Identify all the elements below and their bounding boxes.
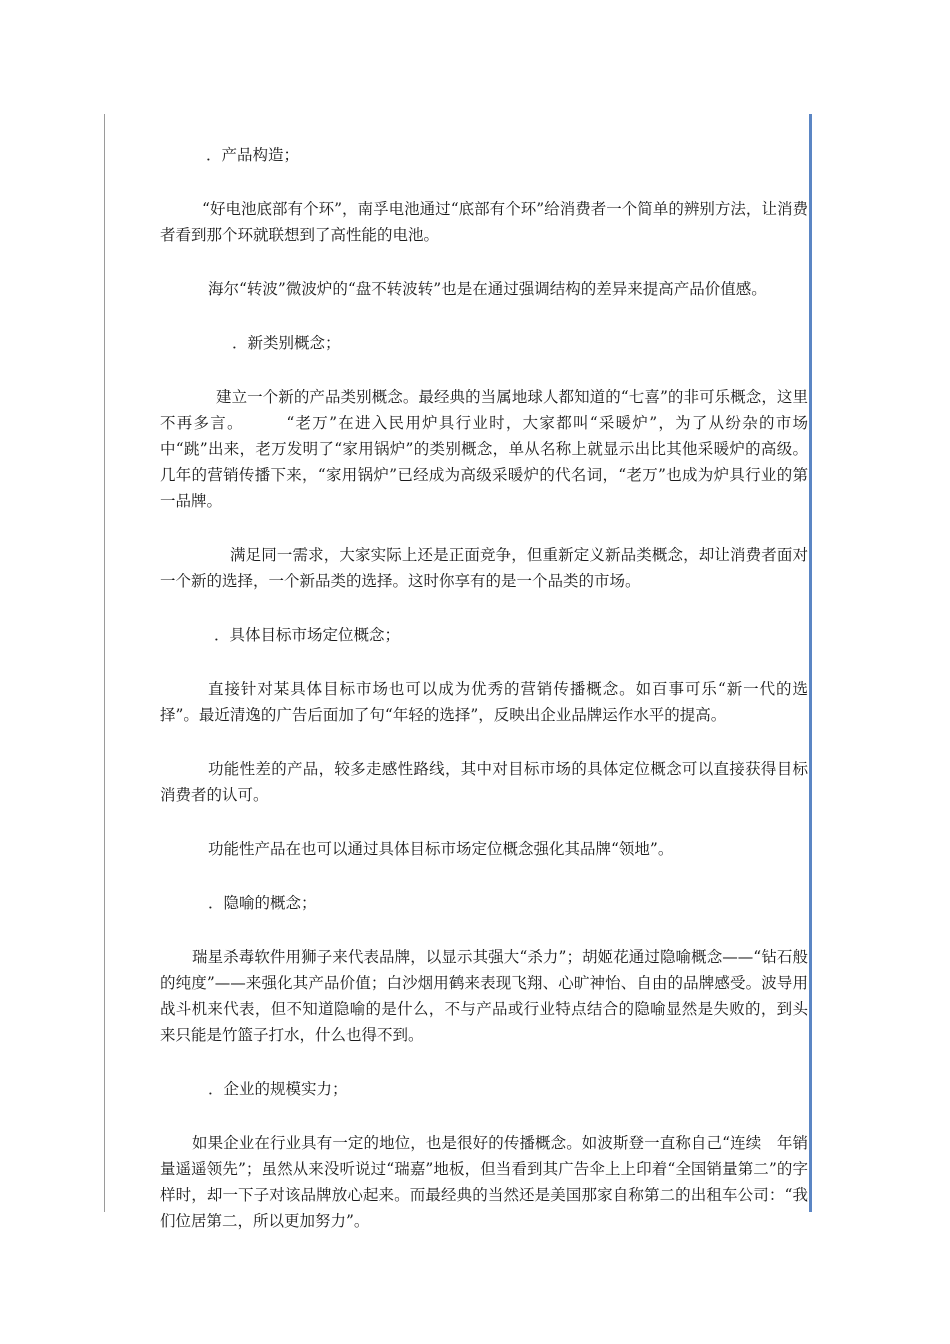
paragraph-scale-examples: 如果企业在行业具有一定的地位，也是很好的传播概念。如波斯登一直称自己“连续 年销量遥遥领先”；虽然从来没听说过“瑞嘉”地板，但当看到其广告伞上上印着“全国销量第二”的字样时，却一下子对该品牌放心起来。而最经典的当然还是美国那家自称第二的出租车公司：“我们位居第二，所以更加努力”。 <box>160 1134 808 1230</box>
paragraph-emotional-route: 功能性差的产品，较多走感性路线，其中对目标市场的具体定位概念可以直接获得目标消费者的认可。 <box>160 760 808 804</box>
paragraph-new-category-concept: 建立一个新的产品类别概念。最经典的当属地球人都知道的“七喜”的非可乐概念，这里不再多言。 “老万”在进入民用炉具行业时，大家都叫“采暖炉”，为了从纷杂的市场中“跳”出来，老万发明了“家用锅炉”的类别概念，单从名称上就显示出比其他采暖炉的高级。几年的营销传播下来，“家用锅炉”已经成为高级采暖炉的代名词，“老万”也成为炉具行业的第一品牌。 <box>160 388 808 510</box>
heading-new-category: ．新类别概念； <box>232 334 341 352</box>
document-body <box>160 128 808 1234</box>
right-margin-line <box>809 114 812 1212</box>
heading-metaphor: ．隐喻的概念； <box>208 894 317 912</box>
paragraph-haier-microwave: 海尔“转波”微波炉的“盘不转波转”也是在通过强调结构的差异来提高产品价值感。 <box>208 280 767 298</box>
heading-scale-strength: ．企业的规模实力； <box>208 1080 348 1098</box>
paragraph-metaphor-examples: 瑞星杀毒软件用狮子来代表品牌，以显示其强大“杀力”；胡姬花通过隐喻概念——“钻石般的纯度”——来强化其产品价值；白沙烟用鹤来表现飞翔、心旷神怡、自由的品牌感受。波导用战斗机来代表，但不知道隐喻的是什么，不与产品或行业特点结合的隐喻显然是失败的，到头来只能是竹篮子打水，什么也得不到。 <box>160 948 808 1044</box>
heading-target-market: ．具体目标市场定位概念； <box>214 626 401 644</box>
paragraph-functional-territory: 功能性产品在也可以通过具体目标市场定位概念强化其品牌“领地”。 <box>208 840 674 858</box>
left-margin-line <box>104 114 105 1212</box>
paragraph-pepsi-choice: 直接针对某具体目标市场也可以成为优秀的营销传播概念。如百事可乐“新一代的选择”。最近清逸的广告后面加了句“年轻的选择”，反映出企业品牌运作水平的提高。 <box>160 680 808 724</box>
heading-product-structure: ．产品构造； <box>206 146 300 164</box>
paragraph-same-demand: 满足同一需求，大家实际上还是正面竞争，但重新定义新品类概念，却让消费者面对一个新的选择，一个新品类的选择。这时你享有的是一个品类的市场。 <box>160 546 808 590</box>
paragraph-nanfu-battery: “好电池底部有个环”，南孚电池通过“底部有个环”给消费者一个简单的辨别方法，让消费者看到那个环就联想到了高性能的电池。 <box>160 200 808 244</box>
